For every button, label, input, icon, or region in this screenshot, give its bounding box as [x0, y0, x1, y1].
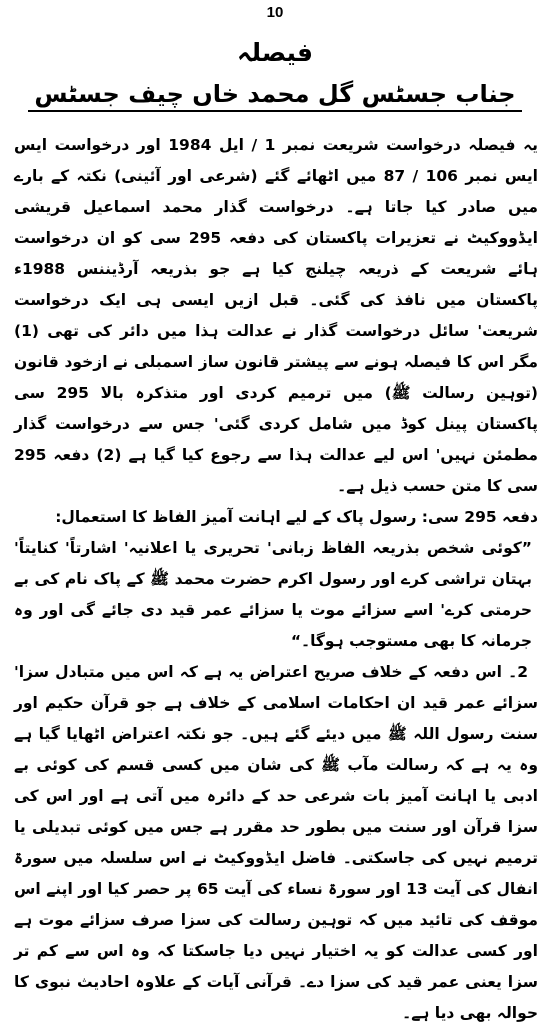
judge-heading: جناب جسٹس گل محمد خاں چیف جسٹس: [28, 80, 521, 112]
subtitle-container: [0, 80, 550, 112]
paragraph-2: 2۔ اس دفعہ کے خلاف صریح اعتراض یہ ہے کہ اس میں متبادل سزا' سزائے عمر قید ان احکامات اسلامی کے خلاف ہے جو قرآن حکیم اور سنت رسول اللہ ﷺ میں دیئے گئے ہیں۔ جو نکتہ اعتراض اٹھایا گیا ہے وہ یہ ہے کہ رسالت مآب ﷺ کی شان میں کسی قسم کی کوئی بے ادبی یا اہانت آمیز بات شرعی حد کے دائرہ میں آتی ہے اور اس کی سزا قرآن اور سنت میں بطور حد مقرر ہے جس میں کوئی تبدیلی یا ترمیم نہیں کی جاسکتی۔ فاضل ایڈووکیٹ نے اس سلسلہ میں سورۃ انفال کی آیت 13 اور سورۃ نساء کی آیت 65 پر حصر کیا اور اپنے اس موقف کی تائید میں کہ توہین رسالت کی سزا صرف سزائے موت ہے اور کسی عدالت کو یہ اختیار نہیں دیا جاسکتا کہ وہ اس سے کم تر سزا یعنی عمر قید کی سزا دے۔ قرآنی آیات کے علاوہ احادیث نبوی کا حوالہ بھی دیا ہے۔: [14, 663, 538, 1022]
document-body: [14, 130, 538, 1029]
quoted-law-text: ”کوئی شخص بذریعہ الفاظ زبانی' تحریری یا اعلانیہ' اشارتاً' کنایتاً' بہتان تراشی کرے اور رسول اکرم حضرت محمد ﷺ کے پاک نام کی بے حرمتی کرے' اسے سزائے موت یا سزائے عمر قید دی جائے گی اور وہ جرمانہ کا بھی مستوجب ہوگا۔“: [14, 539, 532, 650]
page-number: 10: [266, 4, 284, 21]
section-heading: دفعہ 295 سی: رسول پاک کے لیے اہانت آمیز الفاظ کا استعمال:: [55, 508, 538, 526]
paragraph-1: یہ فیصلہ درخواست شریعت نمبر 1 / ایل 1984 اور درخواست ایس ایس نمبر 106 / 87 میں اٹھائے گئے (شرعی اور آئینی) نکتہ کے بارے میں صادر کیا جاتا ہے۔ درخواست گذار محمد اسماعیل قریشی ایڈووکیٹ نے تعزیرات پاکستان کی دفعہ 295 سی کو ان درخواست ہائے شریعت کے ذریعہ چیلنج کیا ہے جو بذریعہ آرڈیننس 1988ء پاکستان میں نافذ کی گئی۔ قبل ازیں ایسی ہی ایک درخواست شریعت' سائل درخواست گذار نے عدالت ہذا میں دائر کی تھی (1) مگر اس کا فیصلہ ہونے سے پیشتر قانون ساز اسمبلی نے ازخود قانون (توہین رسالت ﷺ) میں ترمیم کردی اور متذکرہ بالا 295 سی پاکستان پینل کوڈ میں شامل کردی گئی' جس سے درخواست گذار مطمئن نہیں' اس لیے عدالت ہذا سے رجوع کیا گیا ہے (2) دفعہ 295 سی کا متن حسب ذیل ہے۔: [14, 136, 538, 495]
page-title: فیصلہ: [236, 38, 314, 67]
